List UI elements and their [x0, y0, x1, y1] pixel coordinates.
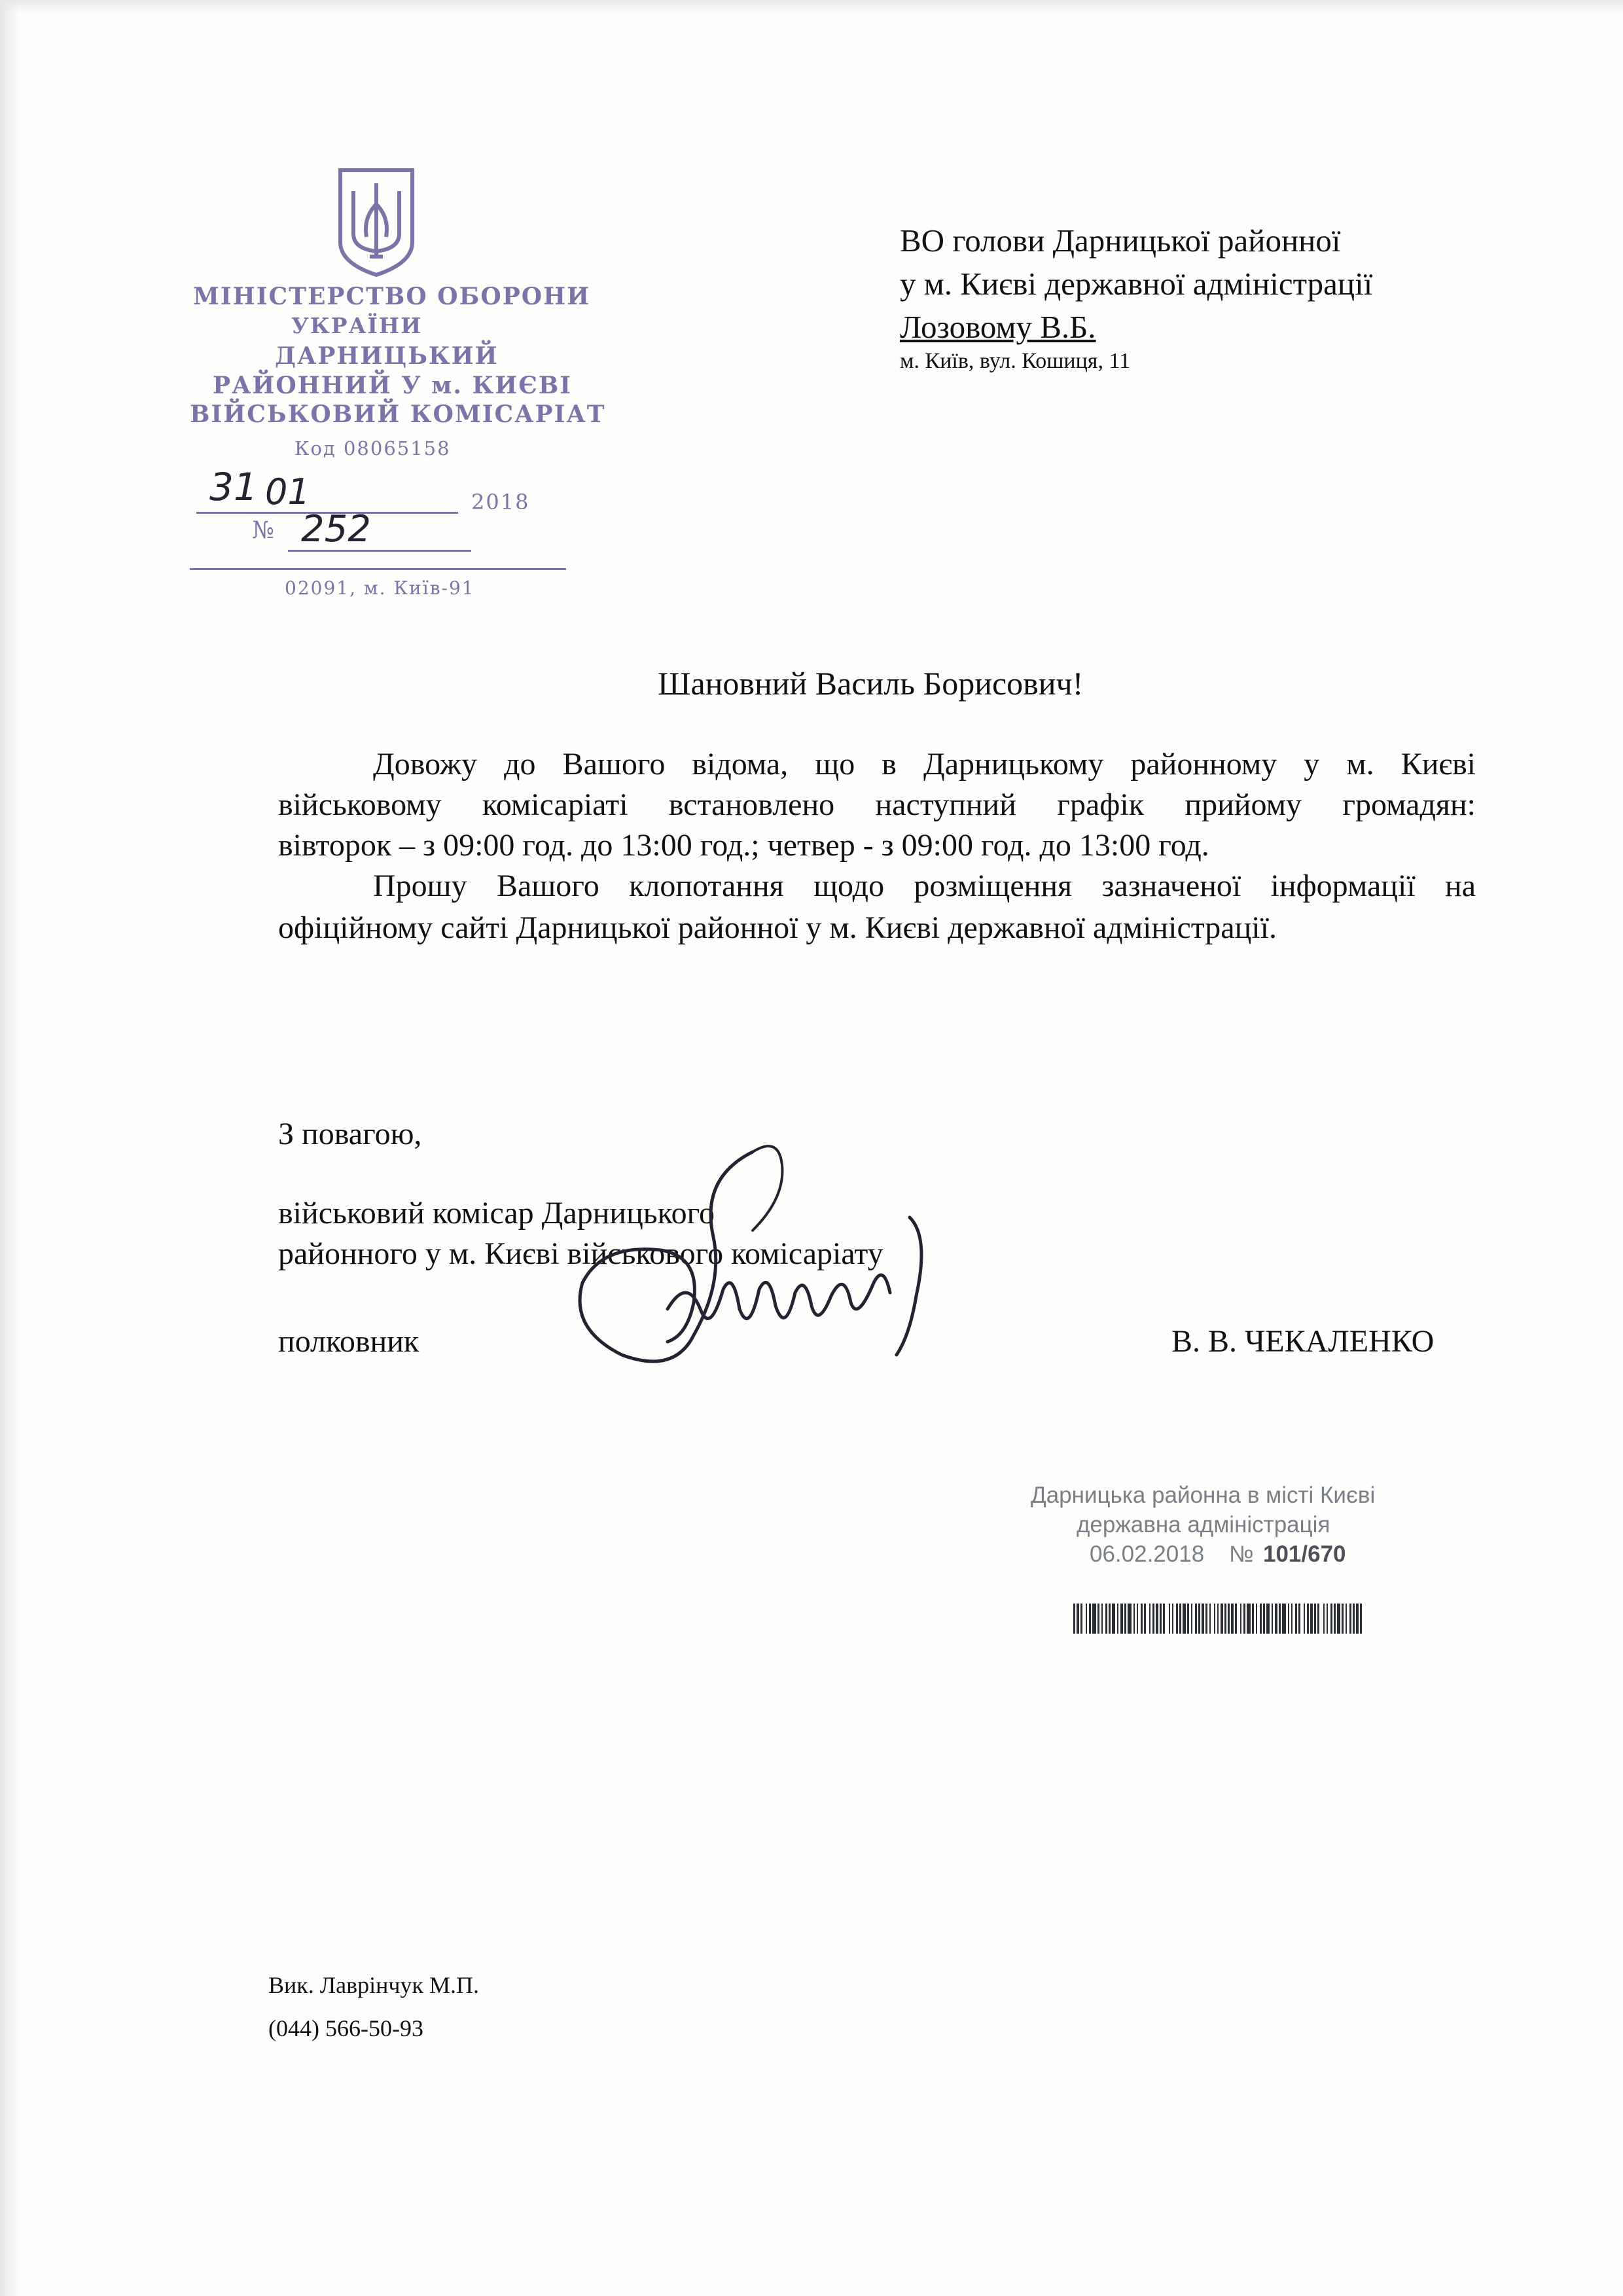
registration-number-label: №	[1229, 1541, 1254, 1567]
barcode-bar	[1214, 1604, 1215, 1634]
barcode-bar	[1149, 1604, 1150, 1634]
addressee-line-1: ВО голови Дарницької районної	[900, 223, 1341, 259]
barcode-bar	[1156, 1604, 1158, 1634]
barcode-bar	[1243, 1604, 1245, 1634]
barcode-bar	[1295, 1604, 1297, 1634]
barcode-bar	[1077, 1604, 1079, 1634]
registration-line-1: Дарницька районна в місті Києві	[1031, 1482, 1376, 1508]
paragraph-2-line-1: Прошу Вашого клопотання щодо розміщення зазначеної інформації на	[373, 869, 1476, 903]
paragraph-2-line-2: офіційному сайті Дарницької районної у м. Києві державної адміністрації.	[278, 910, 1277, 945]
barcode-bar	[1291, 1604, 1293, 1634]
closing: З повагою,	[278, 1117, 422, 1151]
barcode-bar	[1263, 1604, 1265, 1634]
barcode-bar	[1092, 1604, 1096, 1634]
barcode-bar	[1144, 1604, 1146, 1634]
paragraph-1-line-3: вівторок – з 09:00 год. до 13:00 год.; четвер - з 09:00 год. до 13:00 год.	[278, 828, 1209, 863]
barcode-bar	[1205, 1604, 1207, 1634]
barcode-bar	[1266, 1604, 1270, 1634]
barcode-bar	[1224, 1604, 1226, 1634]
outgoing-number-label: №	[252, 517, 276, 544]
barcode-bar	[1152, 1604, 1154, 1634]
addressee-name: Лозовому В.Б.	[900, 309, 1096, 345]
barcode-bar	[1304, 1604, 1305, 1634]
barcode-bar	[1356, 1604, 1359, 1634]
barcode-bar	[1195, 1604, 1197, 1634]
barcode-bar	[1209, 1604, 1211, 1634]
barcode-bar	[1310, 1604, 1313, 1634]
barcode-bar	[1346, 1604, 1347, 1634]
barcode-bar	[1179, 1604, 1181, 1634]
barcode-bar	[1256, 1604, 1257, 1634]
signatory-title-line-1: військовий комісар Дарницького	[278, 1196, 715, 1230]
barcode-bar	[1163, 1604, 1165, 1634]
executor-phone: (044) 566-50-93	[268, 2015, 423, 2041]
barcode-bar	[1141, 1604, 1143, 1634]
barcode-bar	[1342, 1604, 1344, 1634]
barcode-bar	[1327, 1604, 1328, 1634]
barcode-bar	[1282, 1604, 1286, 1634]
barcode-bar	[1080, 1604, 1082, 1634]
barcode-bar	[1120, 1604, 1123, 1634]
barcode-bar	[1235, 1604, 1237, 1634]
addressee-line-2: у м. Києві державної адміністрації	[900, 266, 1373, 302]
trident-coat-of-arms-icon	[334, 165, 419, 279]
barcode-bar	[1307, 1604, 1309, 1634]
barcode-bar	[1160, 1604, 1162, 1634]
barcode-bar	[1314, 1604, 1316, 1634]
letterhead-code: Код 08065158	[294, 437, 451, 459]
executor-name: Вик. Лаврінчук М.П.	[268, 1972, 480, 1998]
letterhead-line-city: РАЙОННИЙ У м. КИЄВІ	[213, 372, 573, 399]
scan-edge	[0, 0, 20, 2296]
registration-line-2: державна адміністрація	[1077, 1512, 1330, 1537]
barcode-bar	[1272, 1604, 1273, 1634]
barcode-bar	[1353, 1604, 1355, 1634]
barcode-bar	[1260, 1604, 1262, 1634]
barcode-bar	[1137, 1604, 1138, 1634]
barcode-bar	[1112, 1604, 1115, 1634]
barcode-bar	[1109, 1604, 1111, 1634]
barcode-bar	[1169, 1604, 1170, 1634]
barcode-bar	[1247, 1604, 1251, 1634]
signature	[543, 1139, 949, 1427]
barcode	[1073, 1604, 1368, 1634]
letterhead-line-commissariat: ВІЙСЬКОВИЙ КОМІСАРІАТ	[190, 401, 606, 428]
barcode-bar	[1221, 1604, 1223, 1634]
scan-edge-top	[0, 0, 1623, 13]
barcode-bar	[1097, 1604, 1099, 1634]
barcode-bar	[1330, 1604, 1332, 1634]
paragraph-1-line-2: військовому комісаріаті встановлено наступний графік прийому громадян:	[278, 787, 1476, 822]
barcode-bar	[1323, 1604, 1325, 1634]
letterhead-line-country: УКРАЇНИ	[291, 313, 423, 338]
barcode-bar	[1183, 1604, 1186, 1634]
barcode-bar	[1334, 1604, 1336, 1634]
barcode-bar	[1298, 1604, 1300, 1634]
barcode-bar	[1101, 1604, 1103, 1634]
barcode-bar	[1089, 1604, 1091, 1634]
signatory-name: В. В. ЧЕКАЛЕНКО	[1171, 1324, 1435, 1359]
number-underline	[288, 550, 471, 552]
barcode-bar	[1288, 1604, 1289, 1634]
barcode-bar	[1198, 1604, 1200, 1634]
outgoing-date-month: 01	[265, 471, 310, 512]
barcode-bar	[1124, 1604, 1126, 1634]
barcode-bar	[1360, 1604, 1362, 1634]
paragraph-1-line-1: Довожу до Вашого відома, що в Дарницькому районному у м. Києві	[373, 747, 1476, 781]
barcode-bar	[1217, 1604, 1219, 1634]
barcode-bar	[1252, 1604, 1254, 1634]
letterhead-line-district: ДАРНИЦЬКИЙ	[275, 342, 499, 370]
barcode-bar	[1133, 1604, 1135, 1634]
barcode-bar	[1176, 1604, 1178, 1634]
outgoing-number: 252	[301, 508, 371, 550]
barcode-bar	[1275, 1604, 1277, 1634]
barcode-bar	[1349, 1604, 1351, 1634]
barcode-bar	[1240, 1604, 1241, 1634]
outgoing-date-day: 31	[209, 465, 258, 509]
outgoing-date-year: 2018	[471, 490, 530, 514]
stamp-separator	[190, 568, 566, 570]
barcode-bar	[1191, 1604, 1192, 1634]
salutation: Шановний Василь Борисович!	[658, 665, 1084, 702]
barcode-bar	[1086, 1604, 1087, 1634]
signatory-rank: полковник	[278, 1324, 419, 1359]
barcode-bar	[1317, 1604, 1319, 1634]
registration-number: 101/670	[1263, 1541, 1346, 1567]
letterhead-line-ministry: МІНІСТЕРСТВО ОБОРОНИ	[193, 283, 591, 310]
barcode-bar	[1231, 1604, 1234, 1634]
barcode-bar	[1073, 1604, 1075, 1634]
addressee-address: м. Київ, вул. Кошиця, 11	[900, 349, 1131, 373]
barcode-bar	[1202, 1604, 1204, 1634]
barcode-bar	[1172, 1604, 1173, 1634]
barcode-bar	[1128, 1604, 1132, 1634]
signatory-title-line-2: районного у м. Києві військового комісаріату	[278, 1236, 883, 1271]
letterhead-address: 02091, м. Київ-91	[285, 577, 475, 599]
barcode-bar	[1187, 1604, 1189, 1634]
barcode-bar	[1228, 1604, 1230, 1634]
registration-date: 06.02.2018	[1090, 1541, 1205, 1567]
barcode-bar	[1337, 1604, 1340, 1634]
barcode-bar	[1117, 1604, 1118, 1634]
barcode-bar	[1279, 1604, 1281, 1634]
barcode-bar	[1105, 1604, 1107, 1634]
